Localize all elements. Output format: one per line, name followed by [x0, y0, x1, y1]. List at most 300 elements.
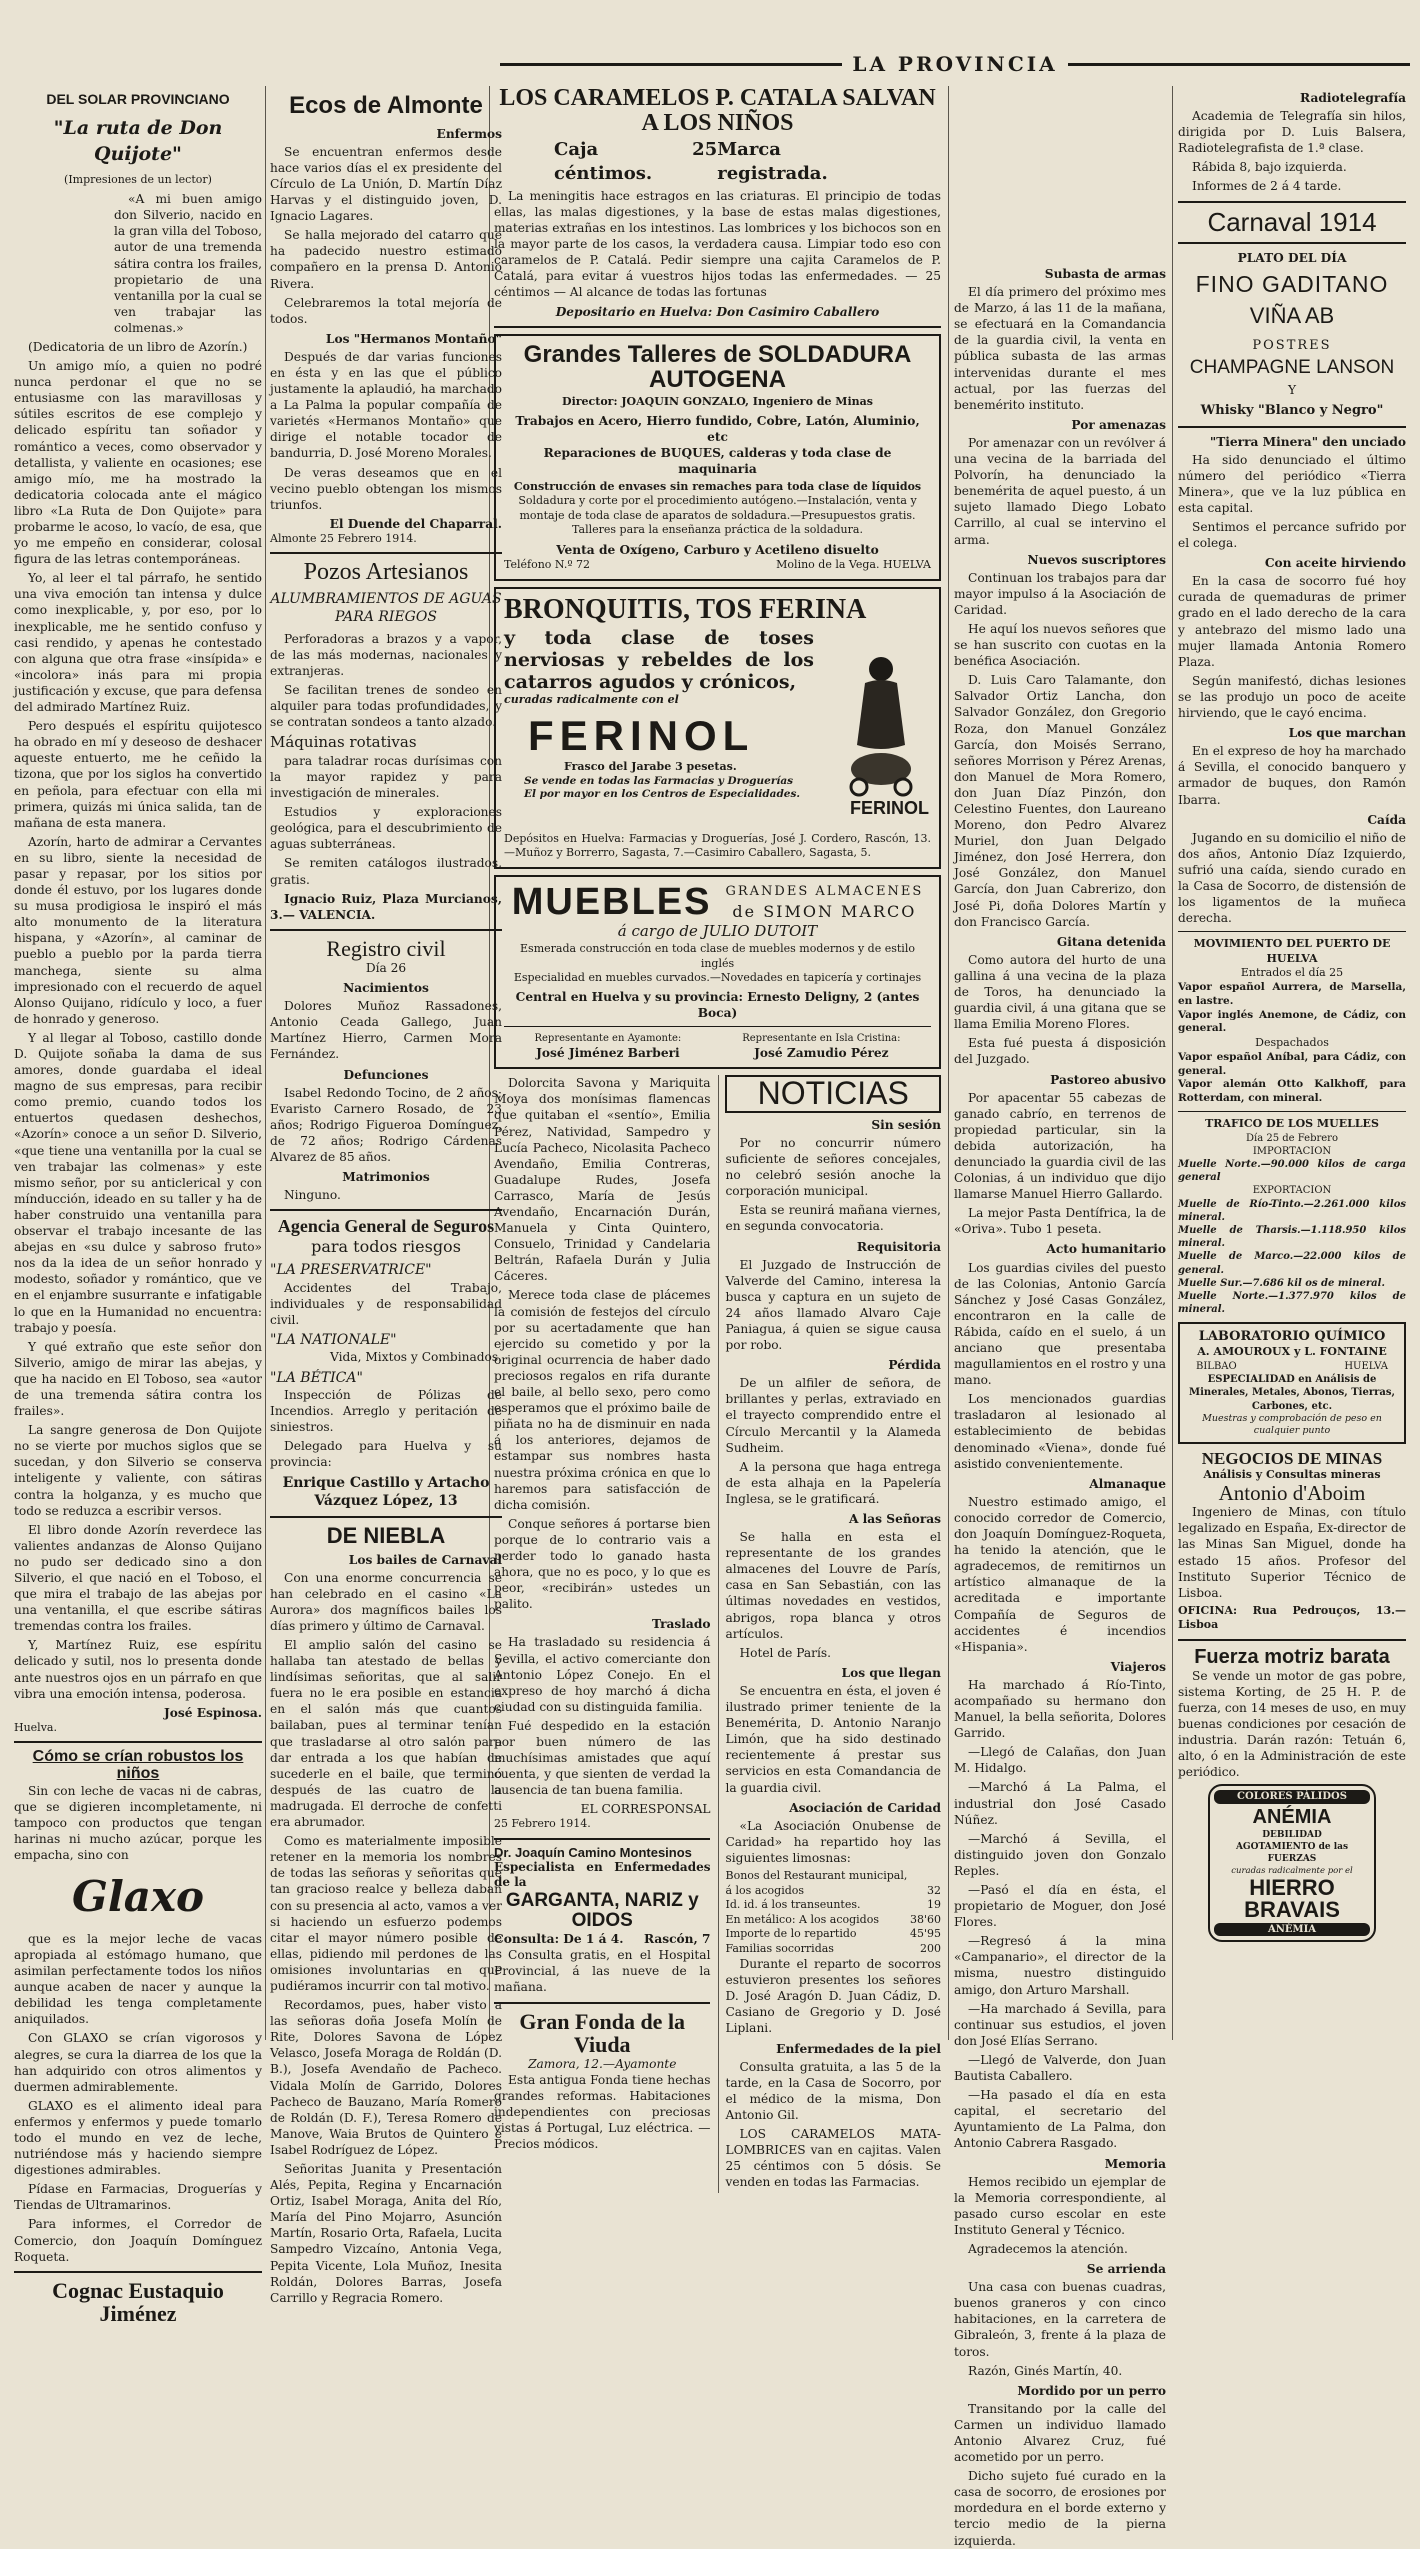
subhead: Memoria: [1104, 2156, 1166, 2171]
subhead: "Tierra Minera" den unciado: [1209, 434, 1406, 449]
pozos-subtitle: ALUMBRAMIENTOS DE AGUAS PARA RIEGOS: [270, 590, 502, 626]
paragraph: Los guardias civiles del puesto de las Colonias, Antonio García Sánchez y José Casas González, encontraron en la calle de Rábida, caído en el suelo, á un anciano que presentaba magullamientos en el rostro y una mano.: [954, 1260, 1166, 1388]
paragraph: Ha trasladado su residencia á Sevilla, el activo comerciante don Antonio López Conejo. En el expreso de hoy marchó á dicha ciudad con su distinguida familia.: [494, 1635, 711, 1714]
masthead-rule-left: [500, 63, 842, 66]
subhead: Pastoreo abusivo: [1050, 1072, 1166, 1087]
paragraph: Después de dar varias funciones en ésta y en las que el público justamente la aplaudió, ha marchado a La Palma la popular compañía de varietés «Hermanos Montaño» que dirige el notable tocador de bandurria, D. José Moreno Morales.: [270, 349, 502, 461]
paragraph: Se encuentra en ésta, el joven é ilustrado primer teniente de la Benemérita, D. Antonio Naranjo Limón, que ha sido destinado recientemente á prestar sus servicios en esta Comandancia de la guardia civil.: [725, 1683, 941, 1795]
carnaval-title: Carnaval 1914: [1207, 206, 1377, 237]
divider: [504, 1026, 931, 1027]
agencia-subtitle: para todos riesgos: [311, 1237, 461, 1257]
movimiento-line: Vapor español Aníbal, para Cádiz, con general.: [1178, 1050, 1406, 1077]
divider: [1178, 242, 1406, 244]
talleres-text: Venta de Oxígeno, Carburo y Acetileno disuelto: [556, 542, 879, 557]
agencia-company: "LA PRESERVATRICE": [270, 1262, 432, 1279]
caridad-label: En metálico: A los acogidos: [725, 1912, 879, 1926]
postres: POSTRES: [1252, 338, 1332, 354]
pozos-text: Perforadoras a brazos y a vapor, de las más modernas, nacionales y extranjeras.: [270, 631, 502, 678]
paragraph: Isabel Redondo Tocino, de 2 años; Evaristo Carnero Rosado, de 23 años; Rodrigo Figueroa Domínguez, de 72 años; Rodrigo Cárdenas Alvarez de 85 años.: [270, 1085, 502, 1164]
trafico-sub: IMPORTACION: [1252, 1145, 1332, 1157]
paragraph: Esta se reunirá mañana viernes, en segunda convocatoria.: [725, 1203, 941, 1234]
agencia-company: "LA BÉTICA": [270, 1369, 363, 1386]
talleres-text: Talleres para la enseñanza práctica de la soldadura.: [572, 523, 863, 537]
fonda-text: Esta antigua Fonda tiene hechas grandes reformas. Habitaciones independientes con preciosas vistas á Portugal, Luz eléctrica. — Precios módicos.: [494, 2072, 711, 2152]
paragraph: A la persona que haga entrega de esta alhaja en la Papelería Inglesa, se le gratificará.: [725, 1459, 941, 1506]
divider: [270, 1516, 502, 1518]
agencia-company: "LA NATIONALE": [270, 1332, 397, 1349]
article-subtitle: (Impresiones de un lector): [64, 172, 212, 186]
talleres-ad: [494, 334, 941, 581]
paragraph: En la casa de socorro fué hoy curada de quemaduras de primer grado en el lado derecho de la cara y antebrazo del mismo lado una mujer llamada Antonia Romero Plaza.: [1178, 574, 1406, 669]
anemia-hierro: HIERRO: [1249, 1874, 1335, 1900]
ferinol-headline: BRONQUITIS, TOS FERINA: [504, 593, 867, 625]
paragraph: He aquí los nuevos señores que se han suscrito con cuotas en la benéfica Asociación.: [954, 621, 1166, 669]
muebles-subtitle: [725, 883, 923, 921]
caridad-value: 38'60: [909, 1912, 941, 1926]
ferinol-text: Se vende en todas las Farmacias y Droguerías: [524, 774, 794, 787]
caridad-row: [725, 1913, 941, 1928]
laboratorio-names: A. AMOUROUX y L. FONTAINE: [1197, 1345, 1387, 1359]
niebla-title: DE NIEBLA: [326, 1523, 446, 1549]
column-3: [494, 85, 941, 2190]
paragraph: Continuan los trabajos para dar mayor impulso á la Asociación de Caridad.: [954, 570, 1166, 617]
ecos-title: Ecos de Almonte: [289, 92, 483, 119]
subhead: Por amenazas: [1071, 417, 1166, 432]
divider: [270, 552, 502, 554]
pozos-text: Se facilitan trenes de sondeo en alquiler para todas profundidades, y se contratan sondeos a tanto alzado.: [270, 682, 502, 730]
glaxo-ad-text: GLAXO es el alimento ideal para enfermos y enfermos y puede tomarlo todo el mundo en vez de leche, nutriéndose más y haciendo siempre digestiones admirables.: [14, 2098, 262, 2178]
subhead: Almanaque: [1089, 1476, 1166, 1491]
caridad-row: [725, 1942, 941, 1957]
paragraph: Yo, al leer el tal párrafo, he sentido una viva emoción tan intensa y dulce como inexplicable, y, por eso, por lo inexplicable, me he sentido confuso y casi rendido, y apenas he contestado con alguna que otra frase «insípida» e «incolora» inás para mi propia justificación y excuse, que para defensa del admirado Martínez Ruiz.: [14, 571, 262, 715]
paragraph: Celebraremos la total mejoría de todos.: [270, 295, 502, 326]
paragraph: LOS CARAMELOS MATA-LOMBRICES van en cajitas. Valen 25 céntimos con 5 dósis. Se venden en todas las Farmacias.: [725, 2127, 941, 2190]
subhead: Viajeros: [1110, 1659, 1166, 1674]
divider: [1178, 931, 1406, 932]
paragraph: Se halla en esta el representante de los grandes almacenes del Louvre de París, casa en San Sebastián, con las últimas novedades en vestidos, abrigos, ropa blanca y otros artículos.: [725, 1530, 941, 1641]
paragraph: (Dedicatoria de un libro de Azorín.): [28, 339, 248, 354]
column-2: [270, 86, 502, 2305]
fonda-address: Zamora, 12.—Ayamonte: [528, 2056, 677, 2071]
caridad-label: Familias socorridas: [725, 1941, 834, 1955]
caridad-value: 45'95: [909, 1927, 941, 1941]
anemia-bottom: ANÉMIA: [1214, 1923, 1370, 1936]
subhead: Gitana detenida: [1056, 934, 1166, 949]
glaxo-logo: Glaxo: [71, 1872, 205, 1922]
paragraph: —Marchó á La Palma, el industrial don José Casado Núñez.: [954, 1780, 1166, 1827]
subhead: Asociación de Caridad: [789, 1800, 941, 1815]
paragraph: El libro donde Azorín reverdece las valientes andanzas de Alonso Quijano no pudo ser dedicado sino a don Silverio, el que nació en el Toboso, el que mira el trabajo de las abejas por una ventanilla, el que escribe sátiras tremendas contra los frailes.: [14, 1522, 262, 1634]
pozos-text: Se remiten catálogos ilustrados, gratis.: [270, 856, 502, 887]
caridad-value: 32: [927, 1883, 941, 1897]
place: Huelva.: [14, 1720, 57, 1734]
muebles-text: Especialidad en muebles curvados.—Novedades en tapicería y cortinajes: [513, 971, 922, 985]
subhead: Caída: [1367, 812, 1406, 827]
caridad-row: [725, 1869, 941, 1884]
fonda-title: Gran Fonda de la Viuda: [519, 2008, 686, 2057]
muebles-text: Esmerada construcción en toda clase de muebles modernos y de estilo inglés: [520, 942, 915, 970]
negocios-subtitle: Análisis y Consultas mineras: [1203, 1467, 1381, 1481]
cognac-ad: Cognac Eustaquio Jiménez: [52, 2277, 224, 2326]
column-rule: [1172, 86, 1173, 2040]
anemia-bravais: BRAVAIS: [1244, 1896, 1340, 1922]
paragraph: Informes de 2 á 4 tarde.: [1192, 179, 1342, 194]
subhead: Enfermedades de la piel: [776, 2041, 941, 2056]
caramelos-text: La meningitis hace estragos en las criaturas. El principio de todas ellas, las malas digestiones, y la base de estas malas digestiones, materias extrañas en los intestinos. Las lombrices y los bichocos son en la mayor parte de los casos, la verdadera causa. Limpiar todo eso con caramelos de P. Catalá. Pedir siempre una cajita Caramelos de P. Catalá, para evitar á vuestros hijos todas las enfermedades. — 25 céntimos — Al alcance de todas las fortunas: [494, 188, 941, 300]
laboratorio-especialidad: ESPECIALIDAD en Análisis de Minerales, Metales, Abonos, Tierras, Carbones, etc.: [1189, 1374, 1395, 1412]
paragraph: En el expreso de hoy ha marchado á Sevilla, el conocido banquero y armador de buques, don Ramón Ibarra.: [1178, 744, 1406, 807]
movimiento-line: Vapor alemán Otto Kalkhoff, para Rotterdam, con mineral.: [1178, 1078, 1406, 1105]
talleres-text: Reparaciones de BUQUES, calderas y toda clase de maquinaria: [543, 445, 892, 476]
paragraph: Azorín, harto de admirar a Cervantes en su libro, siente la necesidad de pasar y repasar, por los sitios por donde él estuvo, por los lugares donde su musa prodigiosa le inspiró el más alto monumento de la literatura hispana, y «Azorín», al caminar de pueblo a pueblo por la parda tierra manchega, siente su alma impresionado con el recuerdo de aquel Alonso Quijano, ridículo y loco, a fuer de honrado y generoso.: [14, 834, 262, 1026]
divider: [494, 1838, 710, 1840]
paragraph: Se halla mejorado del catarro que ha padecido nuestro estimado compañero en la prensa D. Antonio Rivera.: [270, 228, 502, 291]
paragraph: De veras deseamos que en el vecino pueblo obtengan los mismos triunfos.: [270, 465, 502, 512]
caridad-table: [725, 1869, 941, 1956]
negocios-name: Antonio d'Aboim: [1218, 1481, 1366, 1506]
camino-address: Rascón, 7: [643, 1932, 711, 1947]
trafico-line: Muelle de Tharsis.—1.118.950 kilos mineral.: [1178, 1225, 1406, 1250]
camino-consulta: Consulta: De 1 á 4.: [494, 1932, 624, 1947]
subhead: Nuevos suscriptores: [1027, 552, 1166, 567]
paragraph: Ninguno.: [284, 1188, 341, 1203]
movimiento-line: Vapor inglés Anemone, de Cádiz, con general.: [1178, 1008, 1406, 1035]
paragraph: Y al llegar al Toboso, castillo donde D. Quijote soñaba la dama de sus amores, donde guardaba el ideal magno de sus empresas, para recibir como premio, cuando todos los entuertos quedasen deshechos, «Azorín» conoce a un señor D. Silverio, «que tiene una ventanilla por la cual se ven trabajar las colmenas» y este mismo señor, por su anticlerical y con mínducción, ideado en su taller y ha de haber construido una ventanilla para observar el trabajo incesante de las abejas en «su dulce y sabroso fruto» nos da la idea de un señor honrado y modesto, soñador y romántico, que ve en el enjambre susurrante e infatigable lo que en la Humanidad no encuentra: trabajo y poesía.: [14, 1030, 262, 1335]
muebles-representantes: [504, 1032, 931, 1061]
talleres-phone: Teléfono N.º 72: [504, 558, 591, 572]
subhead: Mordido por un perro: [1017, 2383, 1166, 2398]
glaxo-ad-text: que es la mejor leche de vacas apropiada al estómago humano, que asimilan perfectamente todos los niños aunque acaben de nacer y aunque la debilidad les tenga completamente aniquilados.: [14, 1931, 262, 2027]
movimiento-sub: Despachados: [1255, 1036, 1329, 1050]
noticias-title: NOTICIAS: [725, 1075, 941, 1113]
ferinol-ad: [494, 587, 941, 869]
representante-label: Representante en Ayamonte:: [534, 1032, 682, 1044]
article-title: "La ruta de Don Quijote": [53, 117, 223, 165]
paragraph: Razón, Ginés Martín, 40.: [968, 2363, 1123, 2378]
paragraph: El Juzgado de Instrucción de Valverde del Camino, interesa la busca y captura en un sujeto de 24 años llamado Alvaro Caje Paniagua, á quien se sigue causa por robo.: [725, 1257, 941, 1353]
caridad-row: [725, 1884, 941, 1899]
paragraph: Fué despedido en la estación por buen número de las muchísimas amistades que aquí cuenta, y que sienten de verdad la ausencia de tan buena familia.: [494, 1718, 711, 1798]
movimiento-line: Vapor español Aurrera, de Marsella, en lastre.: [1178, 980, 1406, 1007]
caridad-value: 200: [920, 1941, 941, 1955]
subhead: Con aceite hirviendo: [1264, 556, 1406, 571]
subhead: Defunciones: [343, 1067, 429, 1082]
paragraph: —Regresó á la mina «Campanario», el director de la misma, nuestro distinguido amigo, don Arturo Marshall.: [954, 1934, 1166, 1997]
talleres-text: Trabajos en Acero, Hierro fundido, Cobre, Latón, Aluminio, etc: [515, 413, 920, 444]
caridad-value: 19: [927, 1898, 941, 1912]
divider: [1178, 426, 1406, 428]
talleres-director: Director: JOAQUIN GONZALO, Ingeniero de Minas: [562, 395, 873, 408]
paragraph: —Llegó de Calañas, don Juan M. Hidalgo.: [954, 1745, 1166, 1776]
glaxo-ad-text: Pídase en Farmacias, Droguerías y Tiendas de Ultramarinos.: [14, 2182, 262, 2213]
negocios-title: NEGOCIOS DE MINAS: [1201, 1448, 1383, 1468]
signature: José Espinosa.: [163, 1705, 262, 1720]
laboratorio-city: HUELVA: [1344, 1361, 1388, 1372]
paragraph: De un alfiler de señora, de brillantes y perlas, extraviado en el trayecto comprendido entre el Círculo Mercantil y la Alameda Sudheim.: [725, 1376, 941, 1455]
talleres-footer: [504, 558, 931, 573]
subhead: Requisitoria: [856, 1239, 941, 1254]
laboratorio-title: LABORATORIO QUÍMICO: [1198, 1329, 1386, 1345]
movimiento-title: MOVIMIENTO DEL PUERTO DE HUELVA: [1193, 937, 1391, 965]
trafico-line: Muelle Norte.—1.377.970 kilos de mineral.: [1178, 1290, 1406, 1316]
laboratorio-cities: [1184, 1360, 1400, 1373]
muebles-subtitle-1: GRANDES ALMACENES: [725, 884, 924, 900]
paragraph: Por amenazar con un revólver á una vecina de la barriada del Polvorín, ha denunciado la benemérita de aquel puesto, á un sujeto llamado Diego Lobato Carrillo, al cual se intervino el arma.: [954, 435, 1166, 547]
camino-text: Consulta gratis, en el Hospital Provincial, á las nueve de la mañana.: [494, 1948, 711, 1995]
trafico-title: TRAFICO DE LOS MUELLES: [1205, 1117, 1379, 1131]
caridad-row: [725, 1898, 941, 1913]
ferinol-illustration-icon: [835, 649, 925, 799]
caridad-label: Id. id. á los transeuntes.: [725, 1898, 861, 1912]
representante-label: Representante en Isla Cristina:: [742, 1032, 901, 1044]
subhead: Acto humanitario: [1046, 1242, 1166, 1257]
agencia-name: Enrique Castillo y Artacho: [282, 1474, 490, 1491]
talleres-text: Soldadura y corte por el procedimiento autógeno.—Instalación, venta y montaje de toda clase de aparatos de soldadura.—Presupuestos gratis.: [518, 494, 917, 522]
dateline: Almonte 25 Febrero 1914.: [270, 531, 417, 545]
agencia-text: Delegado para Huelva y su provincia:: [270, 1439, 502, 1470]
subhead: Los que llegan: [841, 1665, 941, 1680]
column-5: [1178, 86, 1406, 2040]
divider: [1178, 1111, 1406, 1112]
dateline: 25 Febrero 1914.: [494, 1817, 591, 1831]
signature: EL CORRESPONSAL: [580, 1802, 711, 1817]
paragraph: —Llegó de Valverde, don Juan Bautista Caballero.: [954, 2052, 1166, 2084]
paragraph: —Ha pasado el día en esta capital, el secretario del Ayuntamiento de La Palma, don Antonio Cabrera Rasgado.: [954, 2088, 1166, 2151]
paragraph: Sentimos el percance sufrido por el colega.: [1178, 520, 1406, 551]
paragraph: —Ha marchado á Sevilla, para continuar sus estudios, el joven don José Elías Serrano.: [954, 2001, 1166, 2048]
paragraph: Los mencionados guardias trasladaron al lesionado al establecimiento de bebidas denominado «Viena», donde fué asistido convenientemente.: [954, 1392, 1166, 1471]
talleres-address: Molino de la Vega. HUELVA: [776, 558, 931, 572]
paragraph: Según manifestó, dichas lesiones se las produjo un poco de aceite hirviendo, que le cayó encima.: [1178, 673, 1406, 721]
glaxo-ad-text: Sin con leche de vacas ni de cabras, que se digieren incompletamente, ni tampoco con productos que tengan harinas ni mucho azúcar, porque les empacha, sino con: [14, 1783, 262, 1863]
trafico-line: Muelle Norte.—90.000 kilos de carga general: [1178, 1159, 1406, 1184]
paragraph: Un amigo mío, a quien no podré nunca perdonar el que no se entusiasme con las maravillosas y sútiles escritos de ese complejo y delicado espíritu tan soñador y romántico a veces, como observador y detallista, y valiente en ocasiones; ese amigo mío, me ha mostrado la dedicatoria colocada ante el mágico libro «La Ruta de Don Quijote» para probarme le acoso, lo vacío, de esa, que yo me empeño en considerar, colosal figura de las letras contemporáneas.: [14, 359, 262, 567]
paragraph: El amplio salón del casino se hallaba tan atestado de bellas y lindísimas señoritas, que al salir fuera no le era posible en estancia en el salón más que cuantos bailaban, pues al terminar tenían que trasladarse al otro salón para dar entrada a los que habían de sucederle en el baile, que terminó después de las cuatro de la madrugada. El derroche de confetti era abrumador.: [270, 1638, 502, 1830]
paragraph: Transitando por la calle del Carmen un individuo llamado Antonio Alvarez Cruz, fué acometido por un perro.: [954, 2401, 1166, 2465]
subhead: A las Señoras: [848, 1512, 941, 1527]
paragraph: Por apacentar 55 cabezas de ganado cabrío, en terrenos de propiedad particular, sin la debida autorización, ha denunciado la guardia civil de las Colonias, á un individuo que dijo llamarse Manuel Hierro Gallardo.: [954, 1090, 1166, 1202]
paragraph: Nuestro estimado amigo, el conocido corredor de Comercio, don Joaquín Domínguez-Roqueta, ha tenido la atención, que le agradecemos, de remitirnos un artístico almanaque de la acreditada e importante Compañía de Seguros de accidentes é incendios «Hispania».: [954, 1494, 1166, 1654]
fino-gaditano: FINO GADITANO: [1195, 270, 1389, 297]
subhead: Radiotelegrafía: [1300, 91, 1406, 105]
ferinol-text: y toda clase de toses nerviosas y rebeldes de los catarros agudos y crónicos,: [504, 626, 814, 693]
ferinol-text: El por mayor en los Centros de Especialidades.: [524, 788, 801, 801]
agencia-text: Inspección de Pólizas de Incendios. Arreglo y peritación de siniestros.: [270, 1388, 502, 1435]
paragraph: La sangre generosa de Don Quijote no se vierte por muchos siglos que se sucedan, y don Silverio se conserva inteligente y valiente, con sátiras contra la holganza, y es mucho que todo se reduzca a escribir versos.: [14, 1423, 262, 1518]
subhead: Los "Hermanos Montaño": [325, 331, 502, 346]
representante-isla-cristina: [742, 1032, 900, 1061]
paragraph: Con una enorme concurrencia se han celebrado en el casino «La Aurora» dos magníficos bailes los días primero y último de Carnaval.: [270, 1570, 502, 1633]
anemia-curadas: curadas radicalmente por el: [1231, 1865, 1353, 1876]
registro-day: Día 26: [365, 960, 407, 975]
masthead-name: LA PROVINCIA: [852, 52, 1058, 76]
camino-specialty: GARGANTA, NARIZ y OIDOS: [505, 1890, 699, 1932]
trafico-date: Día 25 de Febrero: [1246, 1132, 1338, 1144]
agencia-address: Vázquez López, 13: [314, 1492, 458, 1509]
pozos-title: Pozos Artesianos: [303, 559, 469, 586]
movimiento-sub: Entrados el día 25: [1240, 966, 1344, 980]
glaxo-ad-text: Para informes, el Corredor de Comercio, don Joaquín Domínguez Roqueta.: [14, 2217, 262, 2264]
paragraph: Academia de Telegrafía sin hilos, dirigida por D. Luis Balsera, Radiotelegrafista de 1.ª clase.: [1178, 109, 1406, 156]
talleres-title: Grandes Talleres de SOLDADURA AUTOGENA: [523, 340, 912, 393]
paragraph: Consulta gratuita, a las 5 de la tarde, en la Casa de Socorro, por el médico de la misma, Don Antonio Gil.: [725, 2059, 941, 2122]
ferinol-price: Frasco del Jarabe 3 pesetas.: [564, 760, 737, 774]
divider: [494, 2002, 710, 2004]
anemia-agotamiento: AGOTAMIENTO de las FUERZAS: [1235, 1841, 1349, 1864]
pozos-text: para taladrar rocas durísimas con la mayor rapidez y para investigación de minerales.: [270, 753, 502, 801]
paragraph: Durante el reparto de socorros estuvieron presentes los señores D. José Aragón D. Juan Cádiz, D. Casiano de Gregorio y D. José Liplani.: [725, 1957, 941, 2036]
trafico-line: Muelle de Río-Tinto.—2.261.000 kilos mineral.: [1178, 1198, 1406, 1223]
negocios-address: OFICINA: Rua Pedrouços, 13.—Lisboa: [1178, 1603, 1406, 1632]
agencia-text: Accidentes del Trabajo, individuales y de responsabilidad civil.: [270, 1280, 502, 1327]
noticias-section: [718, 1075, 941, 2193]
anemia-big: ANÉMIA: [1252, 1805, 1332, 1828]
divider: [14, 1741, 262, 1743]
paragraph: Recordamos, pues, haber visto a las señoras doña Josefa Molín de Rite, Dolores Savona de López Velasco, Josefa Moraga de Roldán (D. B.), Josefa Avendaño de Pacheco. Vidala Molín de Garrido, Dolores Pacheco de Bauzano, María Romero de Roldán (D. F.), Teresa Romero de Manove, Waia Brutos de Quintero é Isabel Rodríguez de López.: [270, 1998, 502, 2157]
pozos-text: Estudios y exploraciones geológica, para el descubrimiento de aguas subterráneas.: [270, 805, 502, 852]
paragraph: —Pasó el día en ésta, el propietario de Moguer, don José Flores.: [954, 1883, 1166, 1930]
divider: [494, 326, 941, 328]
subhead: Traslado: [651, 1617, 711, 1632]
camino-name: Dr. Joaquín Camino Montesinos: [494, 1845, 692, 1860]
paragraph: Como autora del hurto de una gallina á una vecina de la plaza de Toros, ha denunciado la guardia civil, á una gitana que se llama Emilia Moreno Flores.: [954, 952, 1166, 1032]
muebles-header: [504, 880, 931, 923]
whisky: Whisky "Blanco y Negro": [1200, 403, 1384, 419]
ferinol-brand-small: FERINOL: [850, 797, 929, 818]
caramelos-ad: [494, 86, 941, 320]
paragraph: Conque señores á portarse bien porque de lo contrario vais a perder todo lo ganado hasta ahora, que no es poco, y lo que es peor, «recibirán» ustedes un palito.: [494, 1516, 711, 1612]
subhead: Pérdida: [888, 1358, 941, 1373]
ferinol-text: curadas radicalmente con el: [504, 693, 679, 707]
caramelos-trademark: Marca registrada.: [717, 139, 828, 185]
caramelos-price: Caja 25 céntimos.: [554, 139, 718, 185]
paragraph: «La Asociación Onubense de Caridad» ha repartido hoy las siguientes limosnas:: [725, 1818, 941, 1865]
divider: [270, 1209, 502, 1211]
talleres-text: Construcción de envases sin remaches para toda clase de líquidos: [513, 479, 922, 493]
ferinol-depositos: Depósitos en Huelva: Farmacias y Droguerías, José J. Cordero, Rascón, 13.—Muñoz y Borrerro, Sagasta, 7.—Casimiro Caballero, Sagasta, 5.: [504, 831, 931, 860]
representante-name: José Jiménez Barberi: [536, 1046, 680, 1061]
caramelos-depositario: Depositario en Huelva: Don Casimiro Caballero: [555, 304, 880, 319]
caridad-label: Bonos del Restaurant municipal,: [725, 1868, 908, 1882]
subhead: Nacimientos: [343, 981, 429, 996]
champagne: CHAMPAGNE LANSON: [1189, 357, 1395, 379]
muebles-central: Central en Huelva y su provincia: Ernesto Deligny, 2 (antes Boca): [515, 989, 920, 1020]
paragraph: D. Luis Caro Talamante, don Salvador Ortiz Lancha, don Salvador González, don Gregorio Roza, don Manuel González García, don Moisés Serrano, señores Morrison y Pérez Arenas, don Manuel de Mora Romero, don Juan Díaz Pinzón, don Celestino Fuentes, don Laureano Moreno, don Pedro Alvarez Muriel, don Juan Delgado Jiménez, don José Herrera, don José González, don Manuel García, don Juan Cabrerizo, don José Pi, doña Dolores Martín y don Francisco García.: [954, 673, 1166, 929]
paragraph: —Marchó á Sevilla, el distinguido joven don Gonzalo Reples.: [954, 1831, 1166, 1878]
masthead: [490, 52, 1420, 76]
muebles-title: MUEBLES: [511, 880, 712, 923]
laboratorio-ad: [1178, 1322, 1406, 1443]
signature: El Duende del Chaparral.: [329, 516, 502, 531]
paragraph: La mejor Pasta Dentífrica, la de «Oriva». Tubo 1 peseta.: [954, 1206, 1166, 1237]
muebles-ad: [494, 875, 941, 1070]
caridad-label: á los acogidos: [725, 1883, 805, 1897]
pozos-subtitle-2: Máquinas rotativas: [270, 733, 417, 752]
divider: [1178, 1639, 1406, 1641]
fuerza-text: Se vende un motor de gas pobre, sistema Korting, de 25 H. P. de fuerza, con 14 meses de uso, en muy buenas condiciones por cesación de industria. Darán razón: Tetuán 6, alto, ó en la Administración de este periódico.: [1178, 1668, 1406, 1780]
muebles-subtitle-2: de SIMON MARCO: [732, 901, 917, 921]
subhead: Los que marchan: [1288, 726, 1406, 741]
paragraph: Por no concurrir número suficiente de señores concejales, no celebró sesión anoche la corporación municipal.: [725, 1135, 941, 1199]
paragraph: Esta fué puesta á disposición del Juzgado.: [954, 1036, 1166, 1067]
divider: [270, 929, 502, 931]
paragraph: Hotel de París.: [739, 1645, 831, 1660]
caramelos-title: LOS CARAMELOS P. CATALA SALVAN A LOS NIÑOS: [499, 85, 936, 137]
paragraph: Ha sido denunciado el último número del periódico «Tierra Minera», que ve la luz pública en esta capital.: [1178, 452, 1406, 515]
col3-lower-left: [494, 1075, 710, 2193]
paragraph: Y, Martínez Ruiz, ese espíritu delicado y sutil, nos lo presenta donde ante nuestros ojos en un párrafo en que vibra una emoción intensa, poderosa.: [14, 1638, 262, 1701]
divider: [1178, 201, 1406, 203]
paragraph: Dolorcita Savona y Mariquita Moya dos monísimas flamencas que quitaban el «sentío», Emilia Pérez, Natividad, Sampedro y Lucía Pacheco, Nicolasita Pacheco Avendaño, Emilia Contreras, Guadalupe Rudes, Josefa Carrasco, María de Jesús Avendaño, Encarnación Durán, Manuela y Cinta Quintero, Consuelo, Trinidad y Candelaria Beltrán, Rafaela Durán y Julia Cáceres.: [494, 1076, 711, 1284]
agencia-text: Vida, Mixtos y Combinados.: [330, 1350, 502, 1365]
fuerza-title: Fuerza motriz barata: [1194, 1645, 1390, 1668]
paragraph: Hemos recibido un ejemplar de la Memoria correspondiente, al pasado curso escolar en este Instituto General y Técnico.: [954, 2174, 1166, 2237]
ferinol-brand: FERINOL: [528, 712, 755, 759]
anemia-top: COLORES PÁLIDOS: [1214, 1790, 1370, 1803]
pozos-address: Ignacio Ruiz, Plaza Murcianos, 3.— VALENCIA.: [270, 891, 502, 922]
negocios-text: Ingeniero de Minas, con título legalizado en España, Ex-director de las Minas San Miguel, donde ha estado 15 años. Profesor del Instituto Superior Técnico de Lisboa.: [1178, 1505, 1406, 1600]
laboratorio-city: BILBAO: [1196, 1361, 1237, 1372]
paragraph: Una casa con buenas cuadras, buenos graneros y con cinco habitaciones, en la carretera de Gibraleón, 3, frente á la plaza de toros.: [954, 2280, 1166, 2359]
registro-title: Registro civil: [326, 935, 446, 961]
anemia-debilidad: DEBILIDAD: [1262, 1830, 1322, 1841]
representante-ayamonte: [534, 1032, 681, 1061]
paragraph: El día primero del próximo mes de Marzo, á las 11 de la mañana, se efectuará en la Comandancia de la guardia civil, la venta en pública subasta de las armas intervenidas durante el mes actual, por las fuerzas del benemérito instituto.: [954, 285, 1166, 412]
subhead: Sin sesión: [871, 1117, 941, 1132]
masthead-rule-right: [1068, 63, 1410, 66]
subhead: Enfermos: [436, 126, 502, 141]
subhead: Los bailes de Carnaval: [348, 1552, 502, 1567]
column-4: [954, 86, 1166, 2548]
paragraph: Agradecemos la atención.: [968, 2241, 1128, 2256]
divider: [14, 2271, 262, 2273]
paragraph: Como es materialmente imposible retener en la memoria los nombres de todas las señoras y señoritas que tan gracioso realce y belleza daban con su presencia al acto, vamos a ver si haciendo un esfuerzo podemos citar el mayor número posible de ellas, pidiendo mil perdones de las omisiones involuntarias en que pudiéramos incurrir con tal motivo.: [270, 1834, 502, 1993]
muebles-cargo: á cargo de JULIO DUTOIT: [617, 922, 818, 941]
paragraph: Merece toda clase de plácemes la comisión de festejos del círculo por su acertadamente que han ejercido su cometido y por la original ocurrencia de haber dado preciosos regalos en rifa durante el baile, al bello sexo, pero como esperamos que el próximo baile de piñata no ha de disminuir en nada á los anteriores, dejamos de estampar sus nombres hasta nuestra próxima crónica en que lo haremos para satisfacción de dicha comisión.: [494, 1288, 711, 1512]
caramelos-row: [494, 136, 941, 188]
representante-name: José Zamudio Pérez: [754, 1046, 889, 1061]
paragraph: Ha marchado á Río-Tinto, acompañado su hermano don Manuel, la bella señorita, Dolores Garrido.: [954, 1677, 1166, 1741]
column-rule: [265, 86, 266, 2040]
section-title: DEL SOLAR PROVINCIANO: [46, 91, 230, 107]
paragraph: Y qué extraño que este señor don Silverio, amigo de mirar las abejas, y que ha nacido en El Toboso, sea «autor de una tremenda sátira contra los frailes».: [14, 1339, 262, 1419]
laboratorio-muestras: Muestras y comprobación de peso en cualquier punto: [1202, 1412, 1382, 1437]
trafico-line: Muelle Sur.—7.686 kil os de mineral.: [1178, 1277, 1385, 1289]
subhead: Subasta de armas: [1044, 267, 1166, 281]
caridad-label: Importe de lo repartido: [725, 1927, 857, 1941]
glaxo-ad-title: Cómo se crían robustos los niños: [32, 1748, 244, 1783]
conjunction: Y: [1287, 383, 1297, 398]
paragraph: Jugando en su domicilio el niño de dos años, Antonio Díaz Izquierdo, sufrió una caída, siendo curado en la Casa de Socorro, de distensión de los ligamentos de la muñeca derecha.: [1178, 830, 1406, 926]
caridad-row: [725, 1927, 941, 1942]
paragraph: Dicho sujeto fué curado en la casa de socorro, de erosiones por mordedura en el borde externo y tercio medio de la pierna izquierda.: [954, 2469, 1166, 2548]
agencia-title: Agencia General de Seguros: [277, 1216, 495, 1237]
subhead: Matrimonios: [342, 1170, 430, 1185]
vina-ab: VIÑA AB: [1249, 303, 1335, 329]
camino-row: [494, 1931, 710, 1947]
camino-especialista: Especialista en Enfermedades de la: [494, 1859, 711, 1890]
paragraph: Dolores Muñoz Rassadones, Antonio Ceada Gallego, Juan Martínez Hierro, Carmen Mora Fernández.: [270, 999, 502, 1062]
paragraph: Señoritas Juanita y Presentación Alés, Pepita, Regina y Encarnación Ortiz, Isabel Moraga, Anita del Río, María del Pino Mojarro, Asunción Martín, Rosario Orta, Rafaela, Lucita Sampedro Vizcaíno, Antonia Vega, Pepita Vicente, Lola Muñoz, Inesita Roldán, Dolores Barras, Josefa Carrillo y Regracia Romero.: [270, 2162, 502, 2305]
paragraph: Se encuentran enfermos desde hace varios días el ex presidente del Círculo de La Unión, D. Martín Díaz Harvas y el distinguido joven, D. Ignacio Lagares.: [270, 144, 502, 224]
trafico-sub: EXPORTACION: [1252, 1185, 1332, 1197]
column-1: [14, 86, 262, 2326]
paragraph: Pero después el espíritu quijotesco ha obrado en mí y deseoso de deshacer aqueste entuerto, me he ceñido la tizona, que por los siglos ha convertido en peñola, para efectuar con ella mi primera, quizás mi única salida, tan de mañana de esta manera.: [14, 719, 262, 830]
glaxo-ad-text: Con GLAXO se crían vigorosos y alegres, se cura la diarrea de los que la han adquirido con otros alimentos y duermen admirablemente.: [14, 2031, 262, 2094]
anemia-ad: [1208, 1784, 1376, 1942]
column-rule: [948, 86, 949, 2040]
trafico-line: Muelle de Marco.—22.000 kilos de general.: [1178, 1251, 1406, 1276]
